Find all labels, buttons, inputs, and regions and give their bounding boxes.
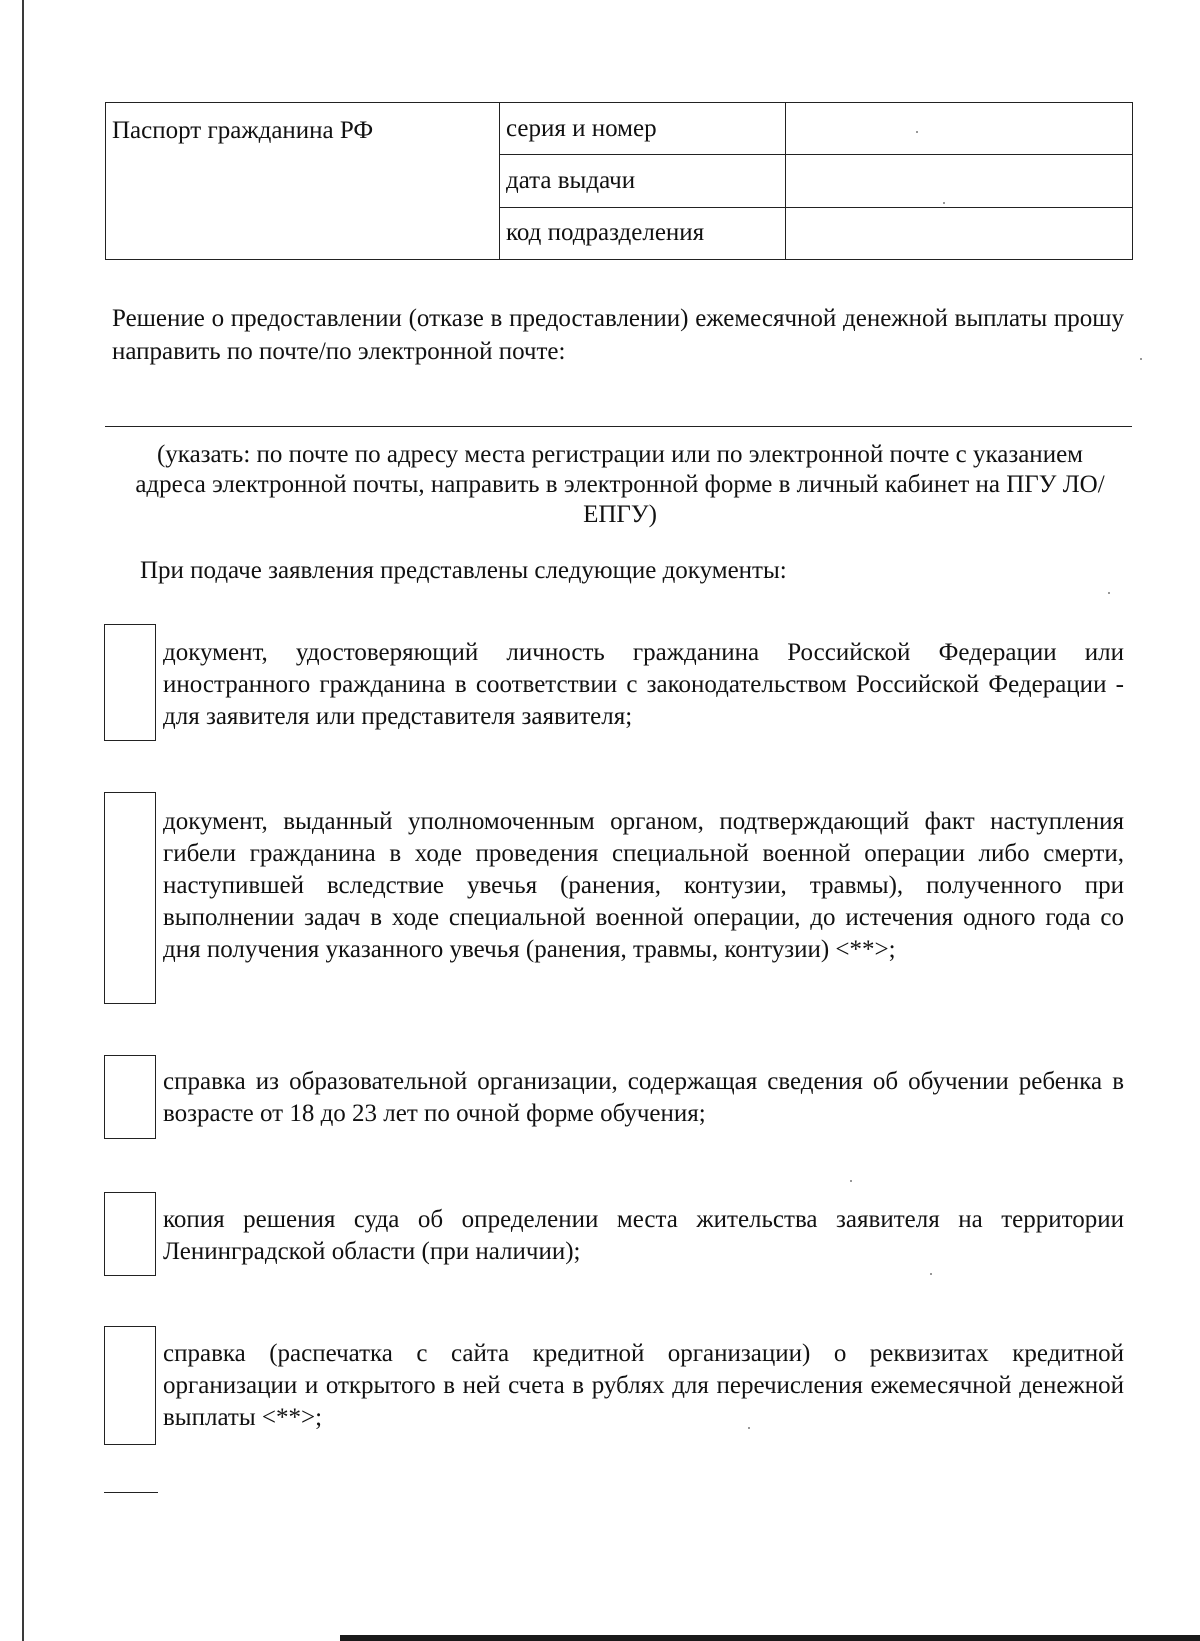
- passport-series-number-input[interactable]: [786, 103, 1133, 155]
- document-checkbox-death-confirmation[interactable]: [104, 792, 156, 1004]
- scan-bottom-edge: [340, 1635, 1200, 1641]
- passport-division-code-input[interactable]: [786, 207, 1133, 259]
- document-checkbox-education-certificate[interactable]: [104, 1055, 156, 1139]
- document-item-death-confirmation: документ, выданный уполномоченным органом, подтверждающий факт наступления гибели гражданина в ходе проведения специальной военной операции либо смерти, наступившей вследствие увечья (ранения, контузии, травмы), полученного при выполнении задач в ходе специальной военной операции, до истечения одного года со дня получения указанного увечья (ранения, травмы, контузии) <**>;: [163, 808, 1124, 963]
- passport-table: [105, 102, 1133, 260]
- delivery-method-underline: [105, 426, 1132, 427]
- document-item-education-certificate: справка из образовательной организации, содержащая сведения об обучении ребенка в возрасте от 18 до 23 лет по очной форме обучения;: [163, 1068, 1124, 1127]
- document-item-identity: документ, удостоверяющий личность гражданина Российской Федерации или иностранного гражданина в соответствии с законодательством Российской Федерации - для заявителя или представителя заявителя;: [163, 639, 1124, 730]
- document-item-bank-details: справка (распечатка с сайта кредитной организации) о реквизитах кредитной организации и открытого в ней счета в рублях для перечисления ежемесячной денежной выплаты <**>;: [163, 1340, 1124, 1431]
- passport-document-name: Паспорт гражданина РФ: [106, 103, 500, 260]
- scan-left-edge: [22, 0, 24, 1641]
- document-checkbox-identity[interactable]: [104, 624, 156, 741]
- document-checkbox-court-decision[interactable]: [104, 1192, 156, 1276]
- scan-speck: [1108, 592, 1110, 594]
- delivery-method-field[interactable]: [112, 392, 1124, 424]
- passport-row-series: [106, 103, 1133, 155]
- document-checkbox-bank-details[interactable]: [104, 1326, 156, 1445]
- scan-speck: [1140, 358, 1142, 360]
- passport-field-label: дата выдачи: [500, 155, 786, 207]
- documents-intro: При подаче заявления представлены следующие документы:: [140, 557, 787, 584]
- passport-field-label: серия и номер: [500, 103, 786, 155]
- footnote-separator: [104, 1492, 158, 1493]
- passport-issue-date-input[interactable]: [786, 155, 1133, 207]
- passport-field-label: код подразделения: [500, 207, 786, 259]
- document-item-court-decision: копия решения суда об определении места жительства заявителя на территории Ленинградской области (при наличии);: [163, 1206, 1124, 1265]
- scan-speck: [850, 1180, 852, 1182]
- scan-speck: [930, 1273, 932, 1275]
- decision-delivery-paragraph: Решение о предоставлении (отказе в предоставлении) ежемесячной денежной выплаты прошу направить по почте/по электронной почте:: [112, 305, 1124, 365]
- delivery-method-hint: (указать: по почте по адресу места регистрации или по электронной почте с указанием адреса электронной почты, направить в электронной форме в личный кабинет на ПГУ ЛО/ЕПГУ): [135, 441, 1105, 528]
